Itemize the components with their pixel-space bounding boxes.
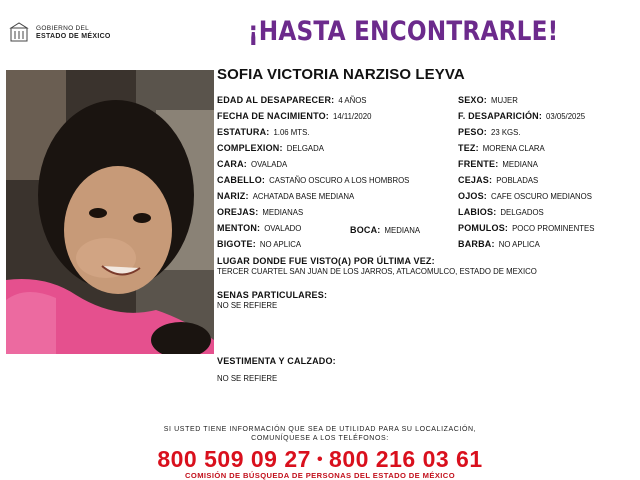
field-label: FECHA DE NACIMIENTO: [217, 111, 329, 121]
field-pomulos [458, 222, 594, 235]
field-label: CARA: [217, 159, 247, 169]
phone-number-2[interactable]: 800 216 03 61 [329, 446, 483, 472]
clothing-value: NO SE REFIERE [217, 374, 278, 383]
headline: ¡HASTA ENCONTRARLE! [248, 16, 559, 47]
field-edad [217, 94, 367, 107]
field-desaparicion [458, 110, 585, 123]
field-cejas [458, 174, 538, 187]
field-nariz [217, 190, 354, 203]
field-value: MEDIANAS [262, 208, 304, 217]
phone-number-1[interactable]: 800 509 09 27 [157, 446, 311, 472]
field-label: BARBA: [458, 239, 495, 249]
person-name: SOFIA VICTORIA NARZISO LEYVA [217, 66, 465, 83]
field-label: EDAD AL DESAPARECER: [217, 95, 335, 105]
field-complexion [217, 142, 324, 155]
field-value: 14/11/2020 [333, 112, 372, 121]
field-label: OJOS: [458, 191, 488, 201]
field-value: POBLADAS [496, 176, 539, 185]
field-estatura [217, 126, 309, 139]
government-name-line2: ESTADO DE MÉXICO [36, 33, 111, 40]
field-ojos [458, 190, 592, 203]
field-label: LABIOS: [458, 207, 497, 217]
field-label: F. DESAPARICIÓN: [458, 111, 543, 121]
field-cabello [217, 174, 409, 187]
field-label: COMPLEXION: [217, 143, 283, 153]
missing-person-photo [6, 70, 214, 354]
clothing-label: VESTIMENTA Y CALZADO: [217, 356, 336, 366]
field-label: TEZ: [458, 143, 479, 153]
field-value: 03/05/2025 [546, 112, 586, 121]
field-labios [458, 206, 544, 219]
field-value: MUJER [491, 96, 518, 105]
field-value: NO APLICA [498, 240, 540, 249]
field-value: POCO PROMINENTES [512, 224, 595, 233]
field-value: OVALADO [264, 224, 302, 233]
field-orejas [217, 206, 303, 219]
marks-label: SENAS PARTICULARES: [217, 290, 328, 300]
marks-value: NO SE REFIERE [217, 301, 278, 310]
field-value: OVALADA [251, 160, 288, 169]
field-nacimiento [217, 110, 371, 123]
field-value: 1.06 MTS. [273, 128, 310, 137]
commission-name: COMISIÓN DE BÚSQUEDA DE PERSONAS DEL ESTADO DE MÉXICO [185, 471, 455, 480]
field-label: ESTATURA: [217, 127, 270, 137]
government-name [36, 25, 111, 41]
field-value: MEDIANA [502, 160, 538, 169]
footer-note-line1: SI USTED TIENE INFORMACIÓN QUE SEA DE UTILIDAD PARA SU LOCALIZACIÓN, [163, 426, 477, 433]
field-value: ACHATADA BASE MEDIANA [252, 192, 355, 201]
field-boca [350, 224, 420, 237]
field-label: FRENTE: [458, 159, 499, 169]
field-value: DELGADA [286, 144, 324, 153]
field-value: DELGADOS [500, 208, 544, 217]
field-label: NARIZ: [217, 191, 249, 201]
field-label: POMULOS: [458, 223, 509, 233]
field-peso [458, 126, 521, 139]
field-cara [217, 158, 287, 171]
last-seen-label: LUGAR DONDE FUE VISTO(A) POR ÚLTIMA VEZ: [217, 256, 435, 266]
field-label: SEXO: [458, 95, 488, 105]
field-value: 23 KGS. [491, 128, 521, 137]
field-label: BIGOTE: [217, 239, 256, 249]
field-label: MENTON: [217, 223, 261, 233]
field-label: OREJAS: [217, 207, 259, 217]
field-value: 4 AÑOS [338, 96, 367, 105]
field-bigote [217, 238, 301, 251]
field-barba [458, 238, 540, 251]
field-label: CEJAS: [458, 175, 493, 185]
field-label: BOCA: [350, 225, 381, 235]
field-value: CASTAÑO OSCURO A LOS HOMBROS [269, 176, 410, 185]
government-name-line1: GOBIERNO DEL [36, 25, 90, 32]
field-value: NO APLICA [259, 240, 302, 249]
phone-separator: • [316, 451, 324, 468]
field-value: MORENA CLARA [482, 144, 545, 153]
field-value: CAFE OSCURO MEDIANOS [491, 192, 592, 201]
field-value: MEDIANA [384, 226, 421, 235]
footer-note-line2: COMUNÍQUESE A LOS TELÉFONOS: [251, 435, 389, 442]
field-sexo [458, 94, 518, 107]
government-logo-icon [8, 22, 30, 44]
last-seen-value: TERCER CUARTEL SAN JUAN DE LOS JARROS, ATLACOMULCO, ESTADO DE MEXICO [217, 267, 537, 276]
field-frente [458, 158, 538, 171]
field-tez [458, 142, 545, 155]
field-label: CABELLO: [217, 175, 266, 185]
field-menton [217, 222, 301, 235]
field-label: PESO: [458, 127, 488, 137]
phone-numbers [0, 446, 640, 473]
